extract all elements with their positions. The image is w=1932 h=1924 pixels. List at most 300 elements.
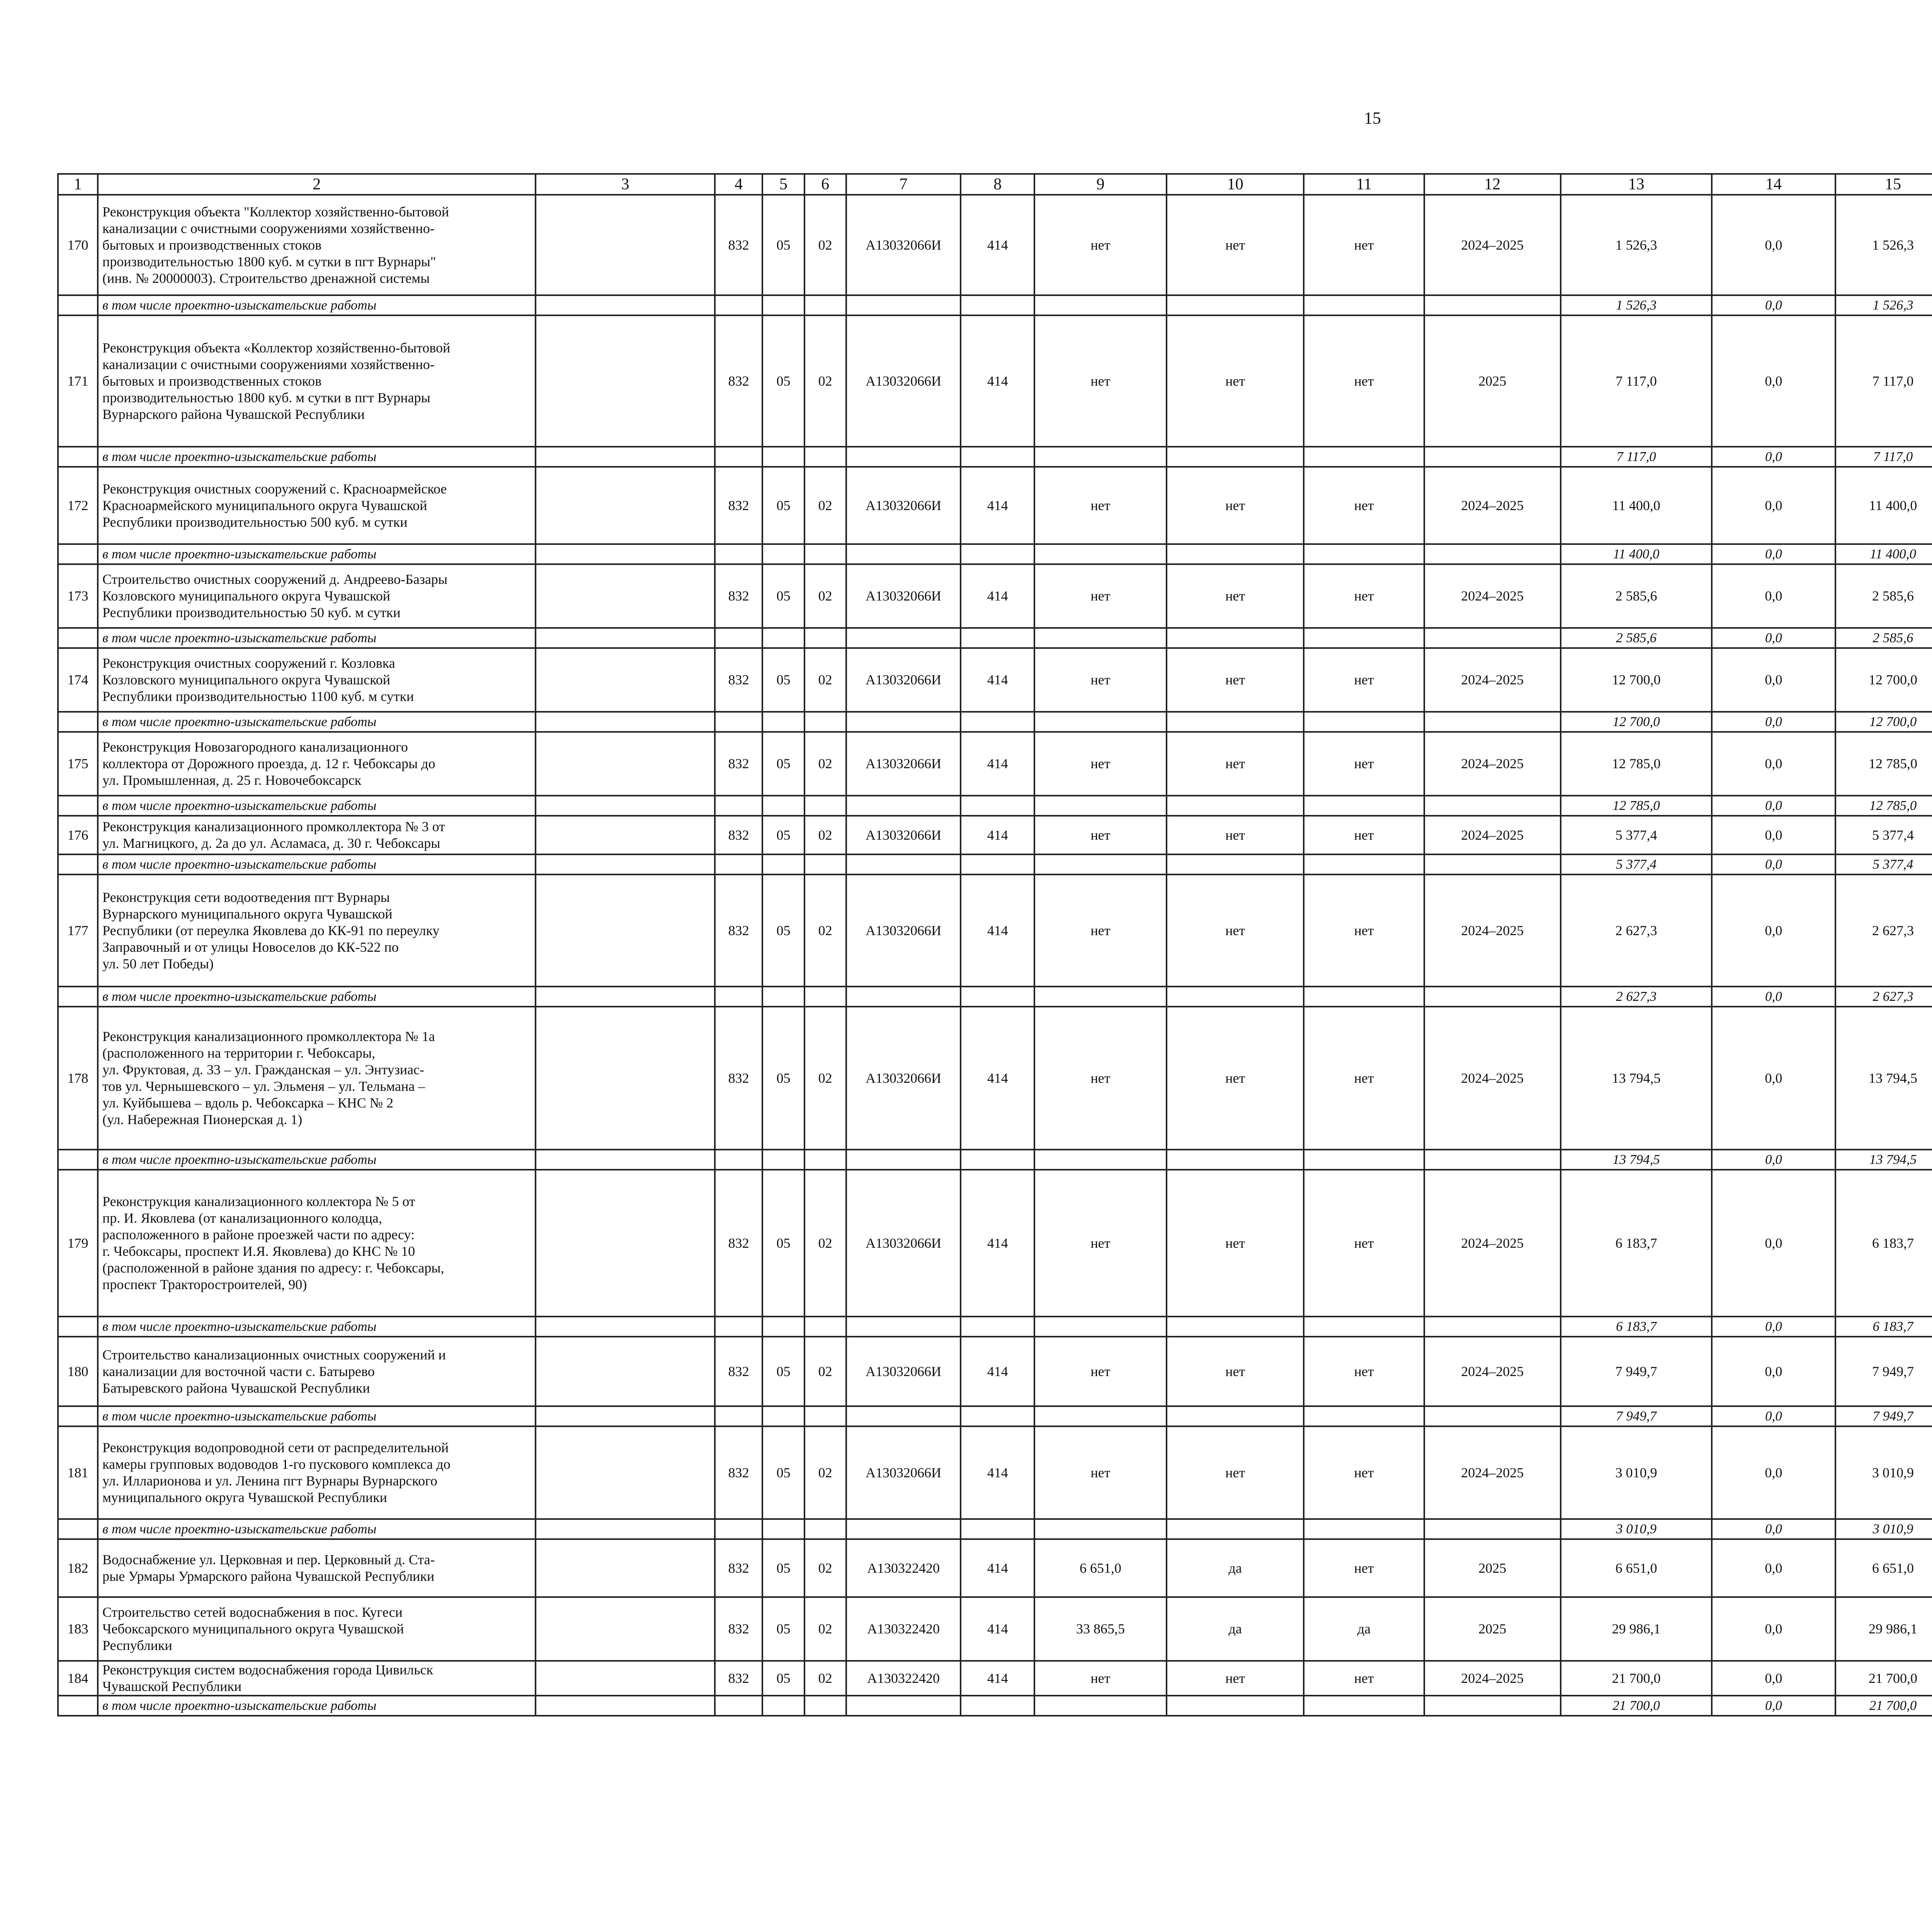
col-6-cell: 02 xyxy=(804,1170,846,1317)
col-14-cell: 0,0 xyxy=(1712,1696,1835,1716)
col-14-cell: 0,0 xyxy=(1712,874,1835,987)
col-8-cell: 414 xyxy=(961,1426,1034,1519)
subrow-label: в том числе проектно-изыскательские работы xyxy=(98,1696,536,1716)
subrow-label: в том числе проектно-изыскательские работы xyxy=(98,1519,536,1539)
col-4-cell xyxy=(715,796,763,816)
row-number xyxy=(58,1150,98,1170)
col-6-cell xyxy=(804,295,846,315)
object-name: Водоснабжение ул. Церковная и пер. Церковный д. Ста- рые Урмары Урмарского района Чувашской Республики xyxy=(98,1539,536,1597)
col-7-cell: А13032066И xyxy=(846,648,961,712)
col-13-cell: 29 986,1 xyxy=(1561,1597,1712,1661)
col-5-cell xyxy=(762,295,804,315)
col-15-cell: 3 010,9 xyxy=(1835,1519,1932,1539)
col-6-cell xyxy=(804,628,846,648)
table-row xyxy=(58,467,1932,544)
col-15-cell: 5 377,4 xyxy=(1835,854,1932,874)
col-header-1: 1 xyxy=(58,174,98,195)
col-15-cell: 29 986,1 xyxy=(1835,1597,1932,1661)
col-14-cell: 0,0 xyxy=(1712,1426,1835,1519)
col-12-cell xyxy=(1424,796,1561,816)
col-15-cell: 13 794,5 xyxy=(1835,1150,1932,1170)
col-3-cell xyxy=(536,195,715,295)
col-9-cell: нет xyxy=(1034,1661,1167,1696)
col-15-cell: 3 010,9 xyxy=(1835,1426,1932,1519)
row-number: 177 xyxy=(58,874,98,987)
object-name: Реконструкция канализационного коллектора № 5 от пр. И. Яковлева (от канализационного колодца, расположенного в районе проезжей части по адресу: г. Чебоксары, проспект И.Я. Яковлева) до КНС № 10 (расположенной в районе здания по адресу: г. Чебоксары, проспект Тракторостроителей, 90) xyxy=(98,1170,536,1317)
object-name: Строительство сетей водоснабжения в пос. Кугеси Чебоксарского муниципального округа Чувашской Республики xyxy=(98,1597,536,1661)
page-number: 15 xyxy=(1364,109,1381,128)
col-14-cell: 0,0 xyxy=(1712,1170,1835,1317)
col-15-cell: 6 183,7 xyxy=(1835,1170,1932,1317)
col-7-cell: А13032066И xyxy=(846,315,961,447)
col-3-cell xyxy=(536,1661,715,1696)
col-4-cell: 832 xyxy=(715,564,763,628)
col-9-cell: нет xyxy=(1034,1007,1167,1150)
col-11-cell: нет xyxy=(1304,1539,1424,1597)
col-15-cell: 12 700,0 xyxy=(1835,648,1932,712)
col-10-cell xyxy=(1167,1317,1304,1337)
col-13-cell: 12 700,0 xyxy=(1561,712,1712,732)
row-number xyxy=(58,1696,98,1716)
col-13-cell: 7 949,7 xyxy=(1561,1406,1712,1426)
col-10-cell xyxy=(1167,1696,1304,1716)
object-name: Реконструкция очистных сооружений с. Красноармейское Красноармейского муниципального округа Чувашской Республики производительностью 500 куб. м сутки xyxy=(98,467,536,544)
subrow-label: в том числе проектно-изыскательские работы xyxy=(98,544,536,564)
table-row xyxy=(58,874,1932,987)
col-6-cell: 02 xyxy=(804,732,846,796)
col-3-cell xyxy=(536,987,715,1007)
col-3-cell xyxy=(536,628,715,648)
col-7-cell: А130322420 xyxy=(846,1597,961,1661)
col-12-cell: 2024–2025 xyxy=(1424,1661,1561,1696)
col-13-cell: 1 526,3 xyxy=(1561,195,1712,295)
col-13-cell: 12 785,0 xyxy=(1561,732,1712,796)
col-3-cell xyxy=(536,1696,715,1716)
col-3-cell xyxy=(536,295,715,315)
col-3-cell xyxy=(536,1597,715,1661)
table-row xyxy=(58,1007,1932,1150)
col-12-cell: 2024–2025 xyxy=(1424,648,1561,712)
col-8-cell: 414 xyxy=(961,1007,1034,1150)
col-14-cell: 0,0 xyxy=(1712,1337,1835,1406)
subrow-design-survey xyxy=(58,987,1932,1007)
col-5-cell: 05 xyxy=(762,1426,804,1519)
col-5-cell: 05 xyxy=(762,1539,804,1597)
row-number xyxy=(58,1406,98,1426)
row-number: 172 xyxy=(58,467,98,544)
col-3-cell xyxy=(536,1406,715,1426)
col-9-cell: нет xyxy=(1034,564,1167,628)
col-5-cell xyxy=(762,1519,804,1539)
col-14-cell: 0,0 xyxy=(1712,987,1835,1007)
col-3-cell xyxy=(536,1519,715,1539)
col-7-cell xyxy=(846,544,961,564)
object-name: Реконструкция объекта "Коллектор хозяйственно-бытовой канализации с очистными сооружениями хозяйственно- бытовых и производственных стоков производительностью 1800 куб. м сутки в пгт Вурнары" (инв. № 20000003). Строительство дренажной системы xyxy=(98,195,536,295)
col-12-cell xyxy=(1424,1519,1561,1539)
col-8-cell: 414 xyxy=(961,874,1034,987)
col-6-cell: 02 xyxy=(804,1007,846,1150)
col-header-9: 9 xyxy=(1034,174,1167,195)
col-5-cell: 05 xyxy=(762,564,804,628)
col-4-cell xyxy=(715,712,763,732)
col-12-cell: 2024–2025 xyxy=(1424,1007,1561,1150)
col-4-cell: 832 xyxy=(715,648,763,712)
col-header-7: 7 xyxy=(846,174,961,195)
col-4-cell: 832 xyxy=(715,1661,763,1696)
col-12-cell: 2024–2025 xyxy=(1424,564,1561,628)
subrow-design-survey xyxy=(58,628,1932,648)
col-14-cell: 0,0 xyxy=(1712,447,1835,467)
col-12-cell xyxy=(1424,447,1561,467)
subrow-design-survey xyxy=(58,295,1932,315)
col-13-cell: 21 700,0 xyxy=(1561,1696,1712,1716)
col-7-cell: А13032066И xyxy=(846,874,961,987)
col-7-cell: А130322420 xyxy=(846,1661,961,1696)
col-9-cell: нет xyxy=(1034,1170,1167,1317)
col-9-cell xyxy=(1034,1150,1167,1170)
col-6-cell xyxy=(804,796,846,816)
col-header-11: 11 xyxy=(1304,174,1424,195)
col-8-cell xyxy=(961,1696,1034,1716)
subrow-label: в том числе проектно-изыскательские работы xyxy=(98,1150,536,1170)
col-3-cell xyxy=(536,1150,715,1170)
row-number: 183 xyxy=(58,1597,98,1661)
col-11-cell: нет xyxy=(1304,732,1424,796)
col-14-cell: 0,0 xyxy=(1712,1406,1835,1426)
col-12-cell: 2024–2025 xyxy=(1424,195,1561,295)
col-11-cell: нет xyxy=(1304,195,1424,295)
col-8-cell: 414 xyxy=(961,732,1034,796)
col-6-cell: 02 xyxy=(804,648,846,712)
col-10-cell: нет xyxy=(1167,1170,1304,1317)
subrow-label: в том числе проектно-изыскательские работы xyxy=(98,628,536,648)
col-4-cell xyxy=(715,1150,763,1170)
col-6-cell: 02 xyxy=(804,816,846,854)
col-15-cell: 12 785,0 xyxy=(1835,796,1932,816)
col-6-cell xyxy=(804,447,846,467)
col-11-cell: нет xyxy=(1304,1170,1424,1317)
col-5-cell: 05 xyxy=(762,816,804,854)
col-9-cell: 6 651,0 xyxy=(1034,1539,1167,1597)
col-11-cell xyxy=(1304,1317,1424,1337)
col-13-cell: 2 627,3 xyxy=(1561,987,1712,1007)
col-10-cell: да xyxy=(1167,1597,1304,1661)
col-13-cell: 3 010,9 xyxy=(1561,1426,1712,1519)
col-4-cell: 832 xyxy=(715,1170,763,1317)
col-8-cell: 414 xyxy=(961,1539,1034,1597)
col-4-cell xyxy=(715,854,763,874)
col-header-10: 10 xyxy=(1167,174,1304,195)
col-14-cell: 0,0 xyxy=(1712,1539,1835,1597)
col-11-cell xyxy=(1304,1696,1424,1716)
col-7-cell: А13032066И xyxy=(846,732,961,796)
col-3-cell xyxy=(536,732,715,796)
col-3-cell xyxy=(536,467,715,544)
row-number xyxy=(58,628,98,648)
col-10-cell xyxy=(1167,295,1304,315)
col-9-cell: 33 865,5 xyxy=(1034,1597,1167,1661)
col-14-cell: 0,0 xyxy=(1712,544,1835,564)
col-3-cell xyxy=(536,447,715,467)
row-number: 184 xyxy=(58,1661,98,1696)
col-6-cell: 02 xyxy=(804,564,846,628)
col-14-cell: 0,0 xyxy=(1712,796,1835,816)
col-15-cell: 7 117,0 xyxy=(1835,315,1932,447)
col-9-cell xyxy=(1034,712,1167,732)
col-3-cell xyxy=(536,874,715,987)
col-13-cell: 13 794,5 xyxy=(1561,1150,1712,1170)
col-5-cell: 05 xyxy=(762,1337,804,1406)
col-6-cell: 02 xyxy=(804,1426,846,1519)
subrow-label: в том числе проектно-изыскательские работы xyxy=(98,295,536,315)
col-5-cell xyxy=(762,712,804,732)
object-name: Реконструкция сети водоотведения пгт Вурнары Вурнарского муниципального округа Чувашской Республики (от переулка Яковлева до КК-91 по переулку Заправочный и от улицы Новоселов до КК-522 по ул. 50 лет Победы) xyxy=(98,874,536,987)
col-7-cell: А13032066И xyxy=(846,1426,961,1519)
col-14-cell: 0,0 xyxy=(1712,315,1835,447)
col-10-cell: нет xyxy=(1167,874,1304,987)
col-13-cell: 13 794,5 xyxy=(1561,1007,1712,1150)
row-number: 178 xyxy=(58,1007,98,1150)
col-7-cell xyxy=(846,1406,961,1426)
row-number: 175 xyxy=(58,732,98,796)
col-4-cell xyxy=(715,628,763,648)
col-14-cell: 0,0 xyxy=(1712,1661,1835,1696)
col-9-cell xyxy=(1034,628,1167,648)
col-15-cell: 6 651,0 xyxy=(1835,1539,1932,1597)
col-12-cell xyxy=(1424,1696,1561,1716)
row-number: 179 xyxy=(58,1170,98,1317)
col-9-cell xyxy=(1034,295,1167,315)
col-12-cell: 2024–2025 xyxy=(1424,732,1561,796)
col-8-cell: 414 xyxy=(961,1597,1034,1661)
col-9-cell xyxy=(1034,796,1167,816)
col-7-cell xyxy=(846,295,961,315)
col-4-cell: 832 xyxy=(715,467,763,544)
col-4-cell xyxy=(715,447,763,467)
col-13-cell: 6 183,7 xyxy=(1561,1170,1712,1317)
object-name: Строительство канализационных очистных сооружений и канализации для восточной части с. Батырево Батыревского района Чувашской Республики xyxy=(98,1337,536,1406)
col-10-cell: нет xyxy=(1167,1426,1304,1519)
col-14-cell: 0,0 xyxy=(1712,854,1835,874)
col-6-cell xyxy=(804,854,846,874)
subrow-design-survey xyxy=(58,1150,1932,1170)
col-11-cell xyxy=(1304,1519,1424,1539)
col-11-cell xyxy=(1304,987,1424,1007)
col-14-cell: 0,0 xyxy=(1712,467,1835,544)
col-13-cell: 2 585,6 xyxy=(1561,628,1712,648)
col-10-cell: нет xyxy=(1167,732,1304,796)
col-15-cell: 6 183,7 xyxy=(1835,1317,1932,1337)
col-13-cell: 3 010,9 xyxy=(1561,1519,1712,1539)
col-4-cell xyxy=(715,1406,763,1426)
col-header-6: 6 xyxy=(804,174,846,195)
col-15-cell: 7 117,0 xyxy=(1835,447,1932,467)
col-8-cell: 414 xyxy=(961,816,1034,854)
col-11-cell: нет xyxy=(1304,564,1424,628)
col-7-cell: А13032066И xyxy=(846,1007,961,1150)
col-7-cell xyxy=(846,796,961,816)
col-4-cell: 832 xyxy=(715,315,763,447)
col-10-cell: нет xyxy=(1167,648,1304,712)
col-9-cell: нет xyxy=(1034,648,1167,712)
col-15-cell: 12 785,0 xyxy=(1835,732,1932,796)
col-13-cell: 2 585,6 xyxy=(1561,564,1712,628)
col-header-13: 13 xyxy=(1561,174,1712,195)
col-8-cell: 414 xyxy=(961,195,1034,295)
row-number: 182 xyxy=(58,1539,98,1597)
col-8-cell xyxy=(961,295,1034,315)
col-6-cell xyxy=(804,1519,846,1539)
col-12-cell: 2024–2025 xyxy=(1424,1170,1561,1317)
col-11-cell xyxy=(1304,796,1424,816)
col-4-cell xyxy=(715,295,763,315)
subrow-design-survey xyxy=(58,1519,1932,1539)
col-7-cell: А130322420 xyxy=(846,1539,961,1597)
col-11-cell xyxy=(1304,544,1424,564)
col-3-cell xyxy=(536,1317,715,1337)
col-header-8: 8 xyxy=(961,174,1034,195)
col-12-cell xyxy=(1424,295,1561,315)
subrow-label: в том числе проектно-изыскательские работы xyxy=(98,796,536,816)
col-11-cell: нет xyxy=(1304,874,1424,987)
row-number xyxy=(58,854,98,874)
col-9-cell xyxy=(1034,447,1167,467)
col-11-cell xyxy=(1304,1406,1424,1426)
col-8-cell: 414 xyxy=(961,315,1034,447)
col-12-cell: 2024–2025 xyxy=(1424,1426,1561,1519)
col-11-cell: нет xyxy=(1304,467,1424,544)
col-8-cell: 414 xyxy=(961,648,1034,712)
col-8-cell xyxy=(961,1519,1034,1539)
col-8-cell xyxy=(961,1150,1034,1170)
col-10-cell xyxy=(1167,1406,1304,1426)
col-9-cell: нет xyxy=(1034,195,1167,295)
col-9-cell xyxy=(1034,854,1167,874)
col-12-cell xyxy=(1424,628,1561,648)
col-9-cell: нет xyxy=(1034,732,1167,796)
col-10-cell xyxy=(1167,1150,1304,1170)
col-7-cell xyxy=(846,712,961,732)
col-15-cell: 2 585,6 xyxy=(1835,564,1932,628)
col-15-cell: 7 949,7 xyxy=(1835,1406,1932,1426)
col-7-cell: А13032066И xyxy=(846,1170,961,1317)
col-3-cell xyxy=(536,1170,715,1317)
col-6-cell: 02 xyxy=(804,1539,846,1597)
col-8-cell xyxy=(961,544,1034,564)
col-8-cell: 414 xyxy=(961,1337,1034,1406)
col-12-cell xyxy=(1424,987,1561,1007)
object-name: Реконструкция канализационного промколлектора № 1а (расположенного на территории г. Чебоксары, ул. Фруктовая, д. 33 – ул. Гражданская – ул. Энтузиас- тов ул. Чернышевского – ул. Эльменя – ул. Тельмана – ул. Куйбышева – вдоль р. Чебоксарка – КНС № 2 (ул. Набережная Пионерская д. 1) xyxy=(98,1007,536,1150)
row-number xyxy=(58,1317,98,1337)
col-5-cell xyxy=(762,447,804,467)
col-15-cell: 13 794,5 xyxy=(1835,1007,1932,1150)
col-8-cell xyxy=(961,712,1034,732)
col-15-cell: 11 400,0 xyxy=(1835,544,1932,564)
table-row xyxy=(58,1337,1932,1406)
col-6-cell: 02 xyxy=(804,315,846,447)
col-11-cell: нет xyxy=(1304,1007,1424,1150)
col-8-cell xyxy=(961,796,1034,816)
subrow-design-survey xyxy=(58,447,1932,467)
table-row xyxy=(58,1170,1932,1317)
col-8-cell: 414 xyxy=(961,467,1034,544)
col-6-cell: 02 xyxy=(804,1597,846,1661)
col-3-cell xyxy=(536,1539,715,1597)
row-number xyxy=(58,712,98,732)
col-15-cell: 2 627,3 xyxy=(1835,874,1932,987)
col-15-cell: 1 526,3 xyxy=(1835,195,1932,295)
col-11-cell xyxy=(1304,295,1424,315)
col-header-12: 12 xyxy=(1424,174,1561,195)
col-11-cell: нет xyxy=(1304,1426,1424,1519)
subrow-label: в том числе проектно-изыскательские работы xyxy=(98,1317,536,1337)
col-3-cell xyxy=(536,544,715,564)
row-number: 174 xyxy=(58,648,98,712)
col-4-cell: 832 xyxy=(715,195,763,295)
col-11-cell xyxy=(1304,447,1424,467)
col-11-cell xyxy=(1304,712,1424,732)
col-5-cell: 05 xyxy=(762,1661,804,1696)
table-row xyxy=(58,564,1932,628)
col-7-cell: А13032066И xyxy=(846,816,961,854)
col-14-cell: 0,0 xyxy=(1712,564,1835,628)
col-13-cell: 6 651,0 xyxy=(1561,1539,1712,1597)
col-15-cell: 7 949,7 xyxy=(1835,1337,1932,1406)
col-14-cell: 0,0 xyxy=(1712,648,1835,712)
col-9-cell xyxy=(1034,987,1167,1007)
col-15-cell: 21 700,0 xyxy=(1835,1661,1932,1696)
row-number xyxy=(58,447,98,467)
object-name: Реконструкция объекта «Коллектор хозяйственно-бытовой канализации с очистными сооружениями хозяйственно- бытовых и производственных стоков производительностью 1800 куб. м сутки в пгт Вурнары Вурнарского района Чувашской Республики xyxy=(98,315,536,447)
col-9-cell xyxy=(1034,544,1167,564)
col-13-cell: 21 700,0 xyxy=(1561,1661,1712,1696)
col-10-cell xyxy=(1167,712,1304,732)
col-10-cell: нет xyxy=(1167,1337,1304,1406)
col-4-cell: 832 xyxy=(715,1539,763,1597)
col-4-cell xyxy=(715,544,763,564)
col-12-cell: 2024–2025 xyxy=(1424,467,1561,544)
subrow-label: в том числе проектно-изыскательские работы xyxy=(98,854,536,874)
col-13-cell: 7 117,0 xyxy=(1561,447,1712,467)
col-12-cell: 2025 xyxy=(1424,1539,1561,1597)
col-7-cell xyxy=(846,628,961,648)
col-14-cell: 0,0 xyxy=(1712,295,1835,315)
col-4-cell: 832 xyxy=(715,1007,763,1150)
col-13-cell: 12 700,0 xyxy=(1561,648,1712,712)
col-7-cell xyxy=(846,987,961,1007)
col-5-cell: 05 xyxy=(762,1597,804,1661)
row-number xyxy=(58,1519,98,1539)
col-11-cell xyxy=(1304,1150,1424,1170)
col-5-cell: 05 xyxy=(762,1007,804,1150)
subrow-design-survey xyxy=(58,854,1932,874)
col-13-cell: 1 526,3 xyxy=(1561,295,1712,315)
col-13-cell: 5 377,4 xyxy=(1561,854,1712,874)
col-9-cell: нет xyxy=(1034,1426,1167,1519)
col-4-cell xyxy=(715,987,763,1007)
col-8-cell: 414 xyxy=(961,564,1034,628)
col-6-cell: 02 xyxy=(804,1661,846,1696)
col-10-cell xyxy=(1167,628,1304,648)
col-13-cell: 2 627,3 xyxy=(1561,874,1712,987)
col-3-cell xyxy=(536,1007,715,1150)
col-header-14: 14 xyxy=(1712,174,1835,195)
col-5-cell: 05 xyxy=(762,315,804,447)
col-header-4: 4 xyxy=(715,174,763,195)
col-9-cell: нет xyxy=(1034,467,1167,544)
col-5-cell xyxy=(762,987,804,1007)
row-number: 173 xyxy=(58,564,98,628)
